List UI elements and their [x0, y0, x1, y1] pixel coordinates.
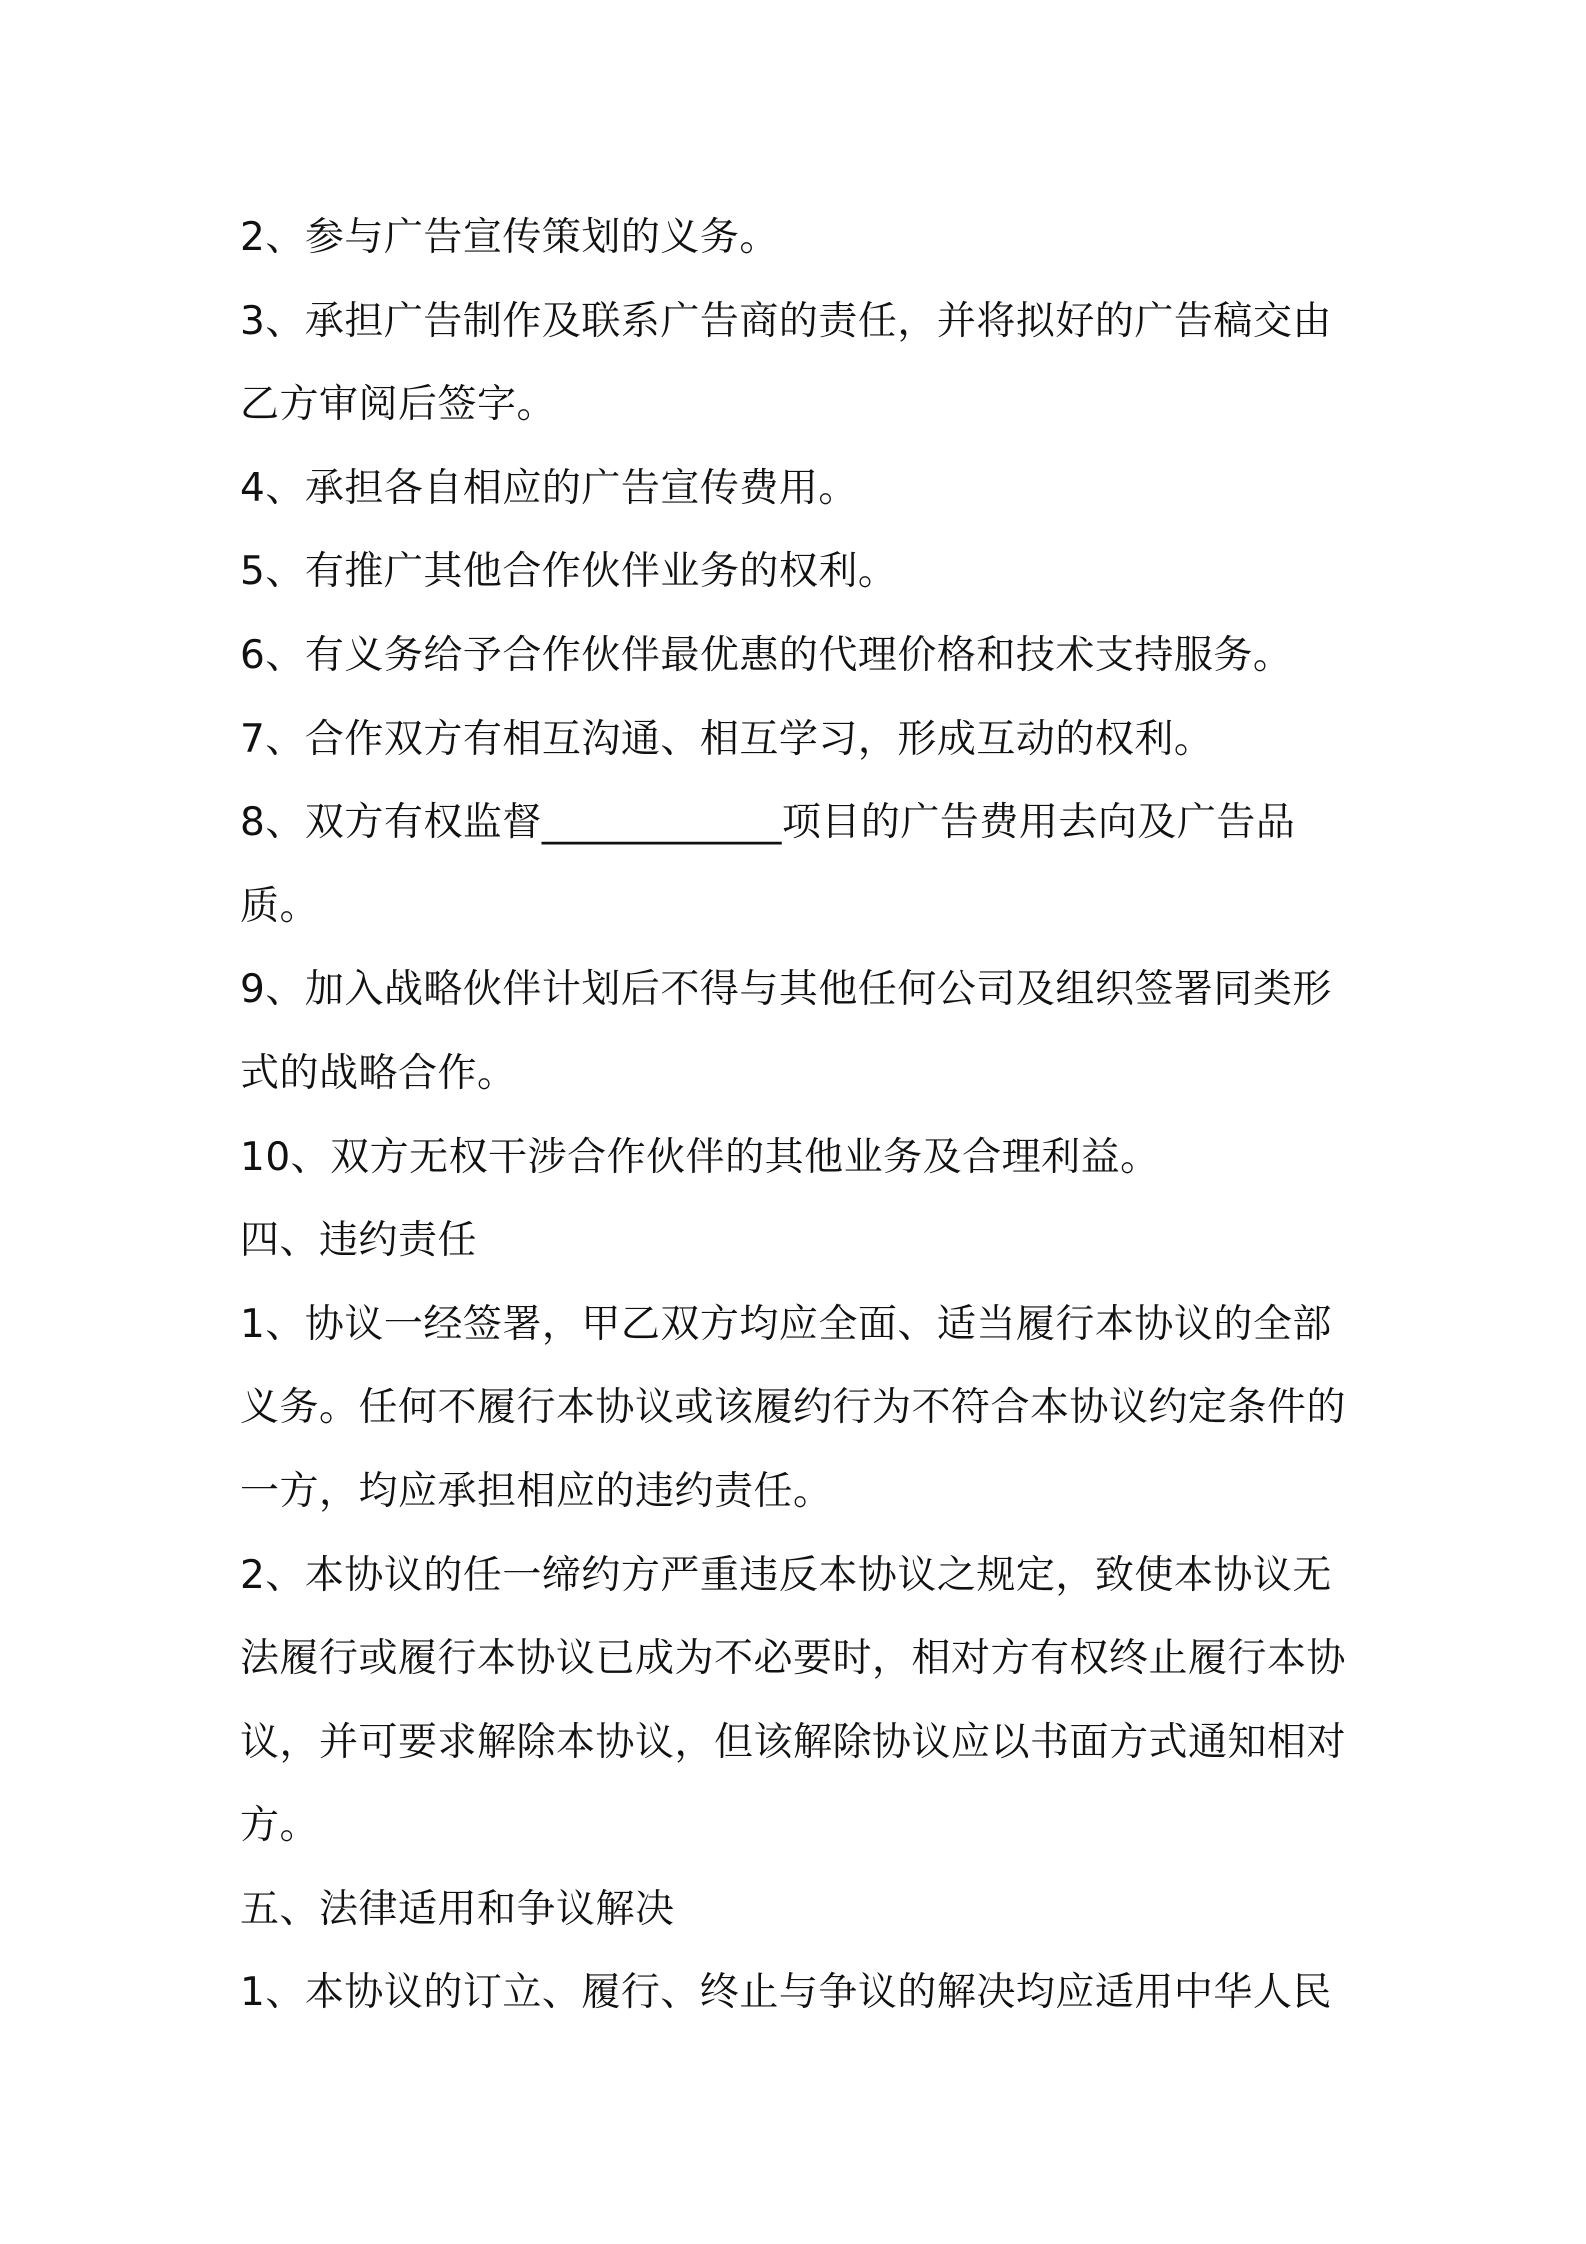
line-law-item-1: 1、本协议的订立、履行、终止与争议的解决均应适用中华人民 — [240, 1970, 1332, 2016]
line-item-7-communication: 7、合作双方有相互沟通、相互学习，形成互动的权利。 — [240, 716, 1214, 762]
line-item-6-pricing-support: 6、有义务给予合作伙伴最优惠的代理价格和技术支持服务。 — [240, 632, 1293, 678]
line-item-9-continued: 式的战略合作。 — [240, 1050, 517, 1096]
line-item-9-exclusivity: 9、加入战略伙伴计划后不得与其他任何公司及组织签署同类形 — [240, 967, 1332, 1013]
line-breach-item-1-continued-b: 一方，均应承担相应的违约责任。 — [240, 1468, 833, 1514]
line-item-3-continued: 乙方审阅后签字。 — [240, 382, 557, 428]
line-item-4-advertising-costs: 4、承担各自相应的广告宣传费用。 — [240, 465, 858, 511]
line-item-5-promotion-rights: 5、有推广其他合作伙伴业务的权利。 — [240, 549, 898, 595]
line-breach-item-2: 2、本协议的任一缔约方严重违反本协议之规定，致使本协议无 — [240, 1552, 1332, 1598]
line-item-8-continued: 质。 — [240, 883, 320, 929]
section-heading-governing-law: 五、法律适用和争议解决 — [240, 1886, 675, 1932]
line-breach-item-1-continued-a: 义务。任何不履行本协议或该履约行为不符合本协议约定条件的 — [240, 1385, 1347, 1431]
line-item-2-advertising-planning: 2、参与广告宣传策划的义务。 — [240, 215, 779, 260]
line-breach-item-2-continued-c: 方。 — [240, 1803, 320, 1849]
document-body — [240, 196, 1360, 2035]
section-heading-breach-liability: 四、违约责任 — [240, 1218, 478, 1264]
line-item-3-ad-production: 3、承担广告制作及联系广告商的责任，并将拟好的广告稿交由 — [240, 298, 1332, 344]
line-item-8-supervision: 8、双方有权监督____________项目的广告费用去向及广告品 — [240, 800, 1296, 846]
line-breach-item-2-continued-b: 议，并可要求解除本协议，但该解除协议应以书面方式通知相对 — [240, 1719, 1347, 1765]
line-breach-item-1: 1、协议一经签署，甲乙双方均应全面、适当履行本协议的全部 — [240, 1301, 1332, 1347]
line-breach-item-2-continued-a: 法履行或履行本协议已成为不必要时，相对方有权终止履行本协 — [240, 1636, 1347, 1682]
line-item-10-non-interference: 10、双方无权干涉合作伙伴的其他业务及合理利益。 — [240, 1134, 1160, 1180]
